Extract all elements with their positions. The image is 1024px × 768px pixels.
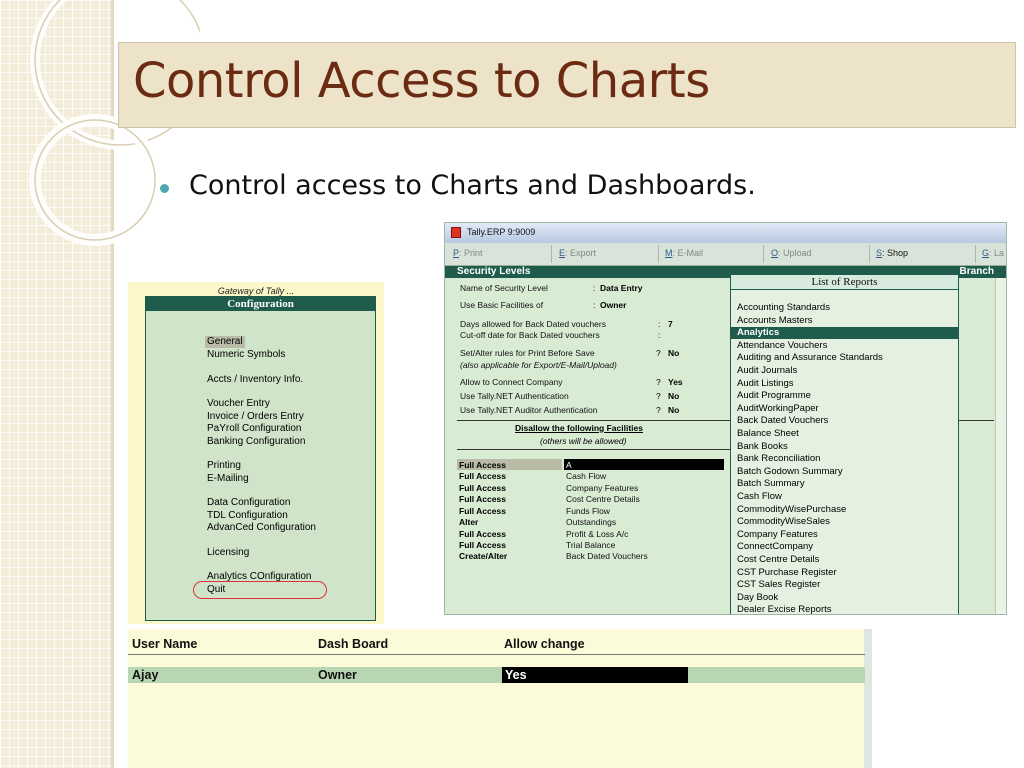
report-item[interactable]: Cash Flow: [737, 491, 782, 502]
bullet-text: Control access to Charts and Dashboards.: [189, 170, 756, 201]
window-titlebar: [445, 223, 1006, 243]
report-item[interactable]: CST Sales Register: [737, 579, 821, 590]
facility-access[interactable]: Full Access: [459, 506, 506, 516]
menu-bar: [445, 243, 1006, 266]
configuration-header: Configuration: [146, 297, 375, 311]
facility-name[interactable]: Outstandings: [566, 517, 617, 527]
facility-cursor: [564, 459, 724, 470]
menu-shop[interactable]: S: Shop: [876, 248, 909, 258]
menu-separator: [869, 245, 870, 263]
tally-window: [444, 222, 1007, 615]
cell-allow-change-input[interactable]: Yes: [502, 667, 688, 683]
list-of-reports-panel: [730, 274, 959, 615]
decorative-rings: [0, 0, 200, 260]
report-item[interactable]: Back Dated Vouchers: [737, 415, 829, 426]
tally-logo-icon: [451, 227, 461, 238]
facility-access[interactable]: Full Access: [459, 483, 506, 493]
title-bar: [118, 42, 1016, 128]
field-tallynet-auditor-auth: Use Tally.NET Auditor Authentication: [460, 405, 598, 415]
report-item[interactable]: AuditWorkingPaper: [737, 403, 819, 414]
report-item[interactable]: Dealer Excise Reports: [737, 604, 832, 615]
column-header-user-name: User Name: [132, 637, 198, 651]
report-item[interactable]: CommodityWisePurchase: [737, 504, 847, 515]
field-days-allowed: Days allowed for Back Dated vouchers: [460, 319, 606, 329]
header-branch: Branch: [959, 266, 994, 277]
highlight-oval: [193, 581, 327, 599]
right-column: [995, 278, 1007, 615]
table-row[interactable]: [128, 667, 865, 683]
menu-item-quit[interactable]: Quit: [207, 584, 226, 595]
gateway-screenshot: [128, 282, 384, 624]
field-security-level-value[interactable]: Data Entry: [600, 283, 643, 293]
menu-upload[interactable]: O: Upload: [771, 248, 812, 258]
field-days-allowed-value[interactable]: 7: [668, 319, 673, 329]
facility-name[interactable]: Trial Balance: [566, 540, 616, 550]
section-divider: [457, 449, 730, 450]
dashboard-access-table: [128, 629, 872, 768]
field-colon: ?: [656, 405, 661, 415]
field-basic-facilities-value[interactable]: Owner: [600, 300, 627, 310]
report-item[interactable]: Accounting Standards: [737, 302, 830, 313]
menu-separator: [658, 245, 659, 263]
field-colon: :: [658, 319, 661, 329]
report-item[interactable]: Accounts Masters: [737, 315, 813, 326]
menu-language[interactable]: G: La: [982, 248, 1005, 258]
facility-access[interactable]: Create/Alter: [459, 551, 508, 561]
menu-print[interactable]: P: Print: [453, 248, 483, 258]
report-item[interactable]: Batch Godown Summary: [737, 466, 843, 477]
report-item[interactable]: Bank Books: [737, 441, 788, 452]
facility-access[interactable]: Alter: [459, 517, 479, 527]
cell-user-name: Ajay: [132, 668, 159, 682]
report-item[interactable]: ConnectCompany: [737, 541, 814, 552]
menu-item-voucher-entry[interactable]: Voucher Entry: [207, 398, 270, 409]
field-colon: :: [658, 330, 661, 340]
field-tallynet-auth-value[interactable]: No: [668, 391, 680, 401]
menu-item-invoice-orders[interactable]: Invoice / Orders Entry: [207, 411, 304, 422]
report-item[interactable]: Auditing and Assurance Standards: [737, 352, 883, 363]
section-divider: [959, 420, 994, 421]
report-item[interactable]: CST Purchase Register: [737, 567, 837, 578]
facility-name-input[interactable]: A: [566, 460, 572, 470]
menu-item-accts-inventory[interactable]: Accts / Inventory Info.: [207, 374, 304, 385]
field-colon: ?: [656, 391, 661, 401]
reports-header: List of Reports: [731, 275, 958, 290]
menu-item-tdl-config[interactable]: TDL Configuration: [207, 510, 288, 521]
menu-export[interactable]: E: Export: [559, 248, 597, 258]
report-item[interactable]: Attendance Vouchers: [737, 340, 828, 351]
report-item[interactable]: Cost Centre Details: [737, 554, 820, 565]
menu-separator: [551, 245, 552, 263]
report-item[interactable]: CommodityWiseSales: [737, 516, 830, 527]
field-security-level-name: Name of Security Level: [460, 283, 548, 293]
bullet-icon: [160, 184, 169, 193]
field-connect-company-value[interactable]: Yes: [668, 377, 683, 387]
field-colon: ?: [656, 377, 661, 387]
menu-separator: [763, 245, 764, 263]
report-item[interactable]: Bank Reconciliation: [737, 453, 821, 464]
menu-item-analytics-config[interactable]: Analytics COnfiguration: [207, 571, 312, 582]
report-item[interactable]: Audit Programme: [737, 390, 811, 401]
facility-name[interactable]: Funds Flow: [566, 506, 610, 516]
field-tallynet-auditor-auth-value[interactable]: No: [668, 405, 680, 415]
facility-name[interactable]: Profit & Loss A/c: [566, 529, 629, 539]
disallow-subtitle: (others will be allowed): [540, 436, 627, 446]
configuration-panel: [145, 296, 376, 621]
facility-access[interactable]: Full Access: [459, 471, 506, 481]
field-colon: :: [593, 283, 596, 293]
slide-title: Control Access to Charts: [133, 53, 710, 109]
field-colon: ?: [656, 348, 661, 358]
field-note: (also applicable for Export/E-Mail/Upload): [460, 360, 617, 370]
field-connect-company: Allow to Connect Company: [460, 377, 563, 387]
cell-dash-board: Owner: [318, 668, 357, 682]
menu-item-data-config[interactable]: Data Configuration: [207, 497, 291, 508]
field-basic-facilities: Use Basic Facilities of: [460, 300, 544, 310]
facility-access[interactable]: Full Access: [459, 494, 506, 504]
column-header-allow-change: Allow change: [504, 637, 585, 651]
field-tallynet-auth: Use Tally.NET Authentication: [460, 391, 569, 401]
report-item[interactable]: Batch Summary: [737, 478, 805, 489]
menu-item-payroll[interactable]: PaYroll Configuration: [207, 423, 302, 434]
table-header: [128, 629, 865, 656]
menu-item-advanced-config[interactable]: AdvanCed Configuration: [207, 522, 316, 533]
field-cutoff-date: Cut-off date for Back Dated vouchers: [460, 330, 600, 340]
window-title: Tally.ERP 9:9009: [467, 227, 536, 237]
report-item-selected[interactable]: Analytics: [731, 327, 958, 339]
header-title: Security Levels: [457, 266, 531, 277]
menu-email[interactable]: M: E-Mail: [665, 248, 704, 258]
field-print-before-save-value[interactable]: No: [668, 348, 680, 358]
facility-access[interactable]: Full Access: [459, 529, 506, 539]
facility-name[interactable]: Company Features: [566, 483, 639, 493]
column-header-dash-board: Dash Board: [318, 637, 389, 651]
field-colon: :: [593, 300, 596, 310]
facility-name[interactable]: Cash Flow: [566, 471, 607, 481]
menu-item-numeric-symbols[interactable]: Numeric Symbols: [207, 349, 286, 360]
section-divider: [457, 420, 730, 421]
disallow-title: Disallow the following Facilities: [515, 423, 643, 433]
header-divider: [128, 654, 865, 655]
facility-access[interactable]: Full Access: [459, 540, 506, 550]
facility-name[interactable]: Cost Centre Details: [566, 494, 640, 504]
menu-item-banking[interactable]: Banking Configuration: [207, 436, 306, 447]
report-item[interactable]: Balance Sheet: [737, 428, 799, 439]
report-item[interactable]: Day Book: [737, 592, 779, 603]
menu-item-emailing[interactable]: E-Mailing: [207, 473, 249, 484]
gateway-caption: Gateway of Tally ...: [217, 286, 295, 296]
menu-item-printing[interactable]: Printing: [207, 460, 241, 471]
report-item[interactable]: Company Features: [737, 529, 818, 540]
menu-item-general[interactable]: General: [207, 336, 243, 347]
facility-name[interactable]: Back Dated Vouchers: [566, 551, 648, 561]
report-item[interactable]: Audit Journals: [737, 365, 798, 376]
report-item[interactable]: Audit Listings: [737, 378, 794, 389]
menu-item-licensing[interactable]: Licensing: [207, 547, 250, 558]
field-print-before-save: Set/Alter rules for Print Before Save: [460, 348, 595, 358]
menu-separator: [975, 245, 976, 263]
facility-access[interactable]: Full Access: [459, 460, 506, 470]
